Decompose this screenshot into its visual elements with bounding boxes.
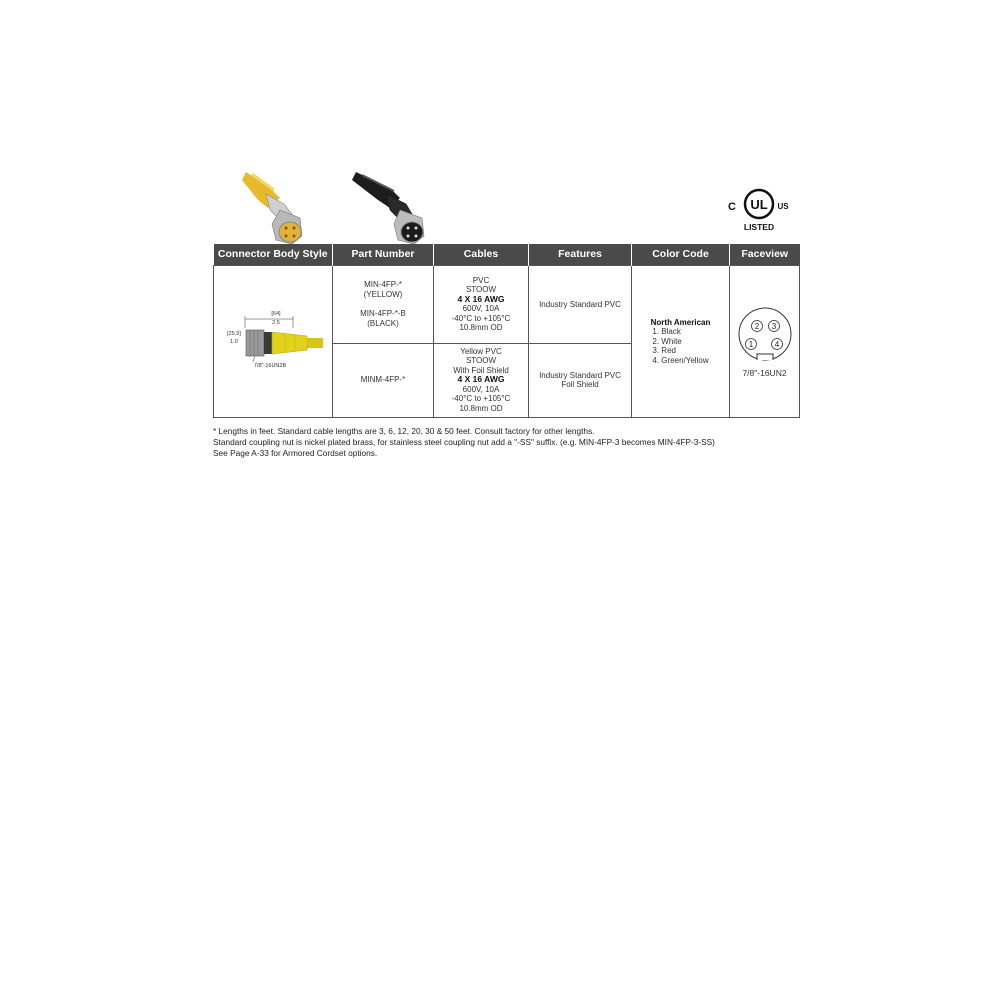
pin-2: 2 xyxy=(754,322,759,332)
connector-drawing xyxy=(215,266,332,414)
faceview-label: 7/8"-16UN2 xyxy=(742,367,787,378)
part-number-color: (BLACK) xyxy=(367,318,399,328)
header-color-code: Color Code xyxy=(632,244,730,266)
cable-awg: 4 X 16 AWG xyxy=(457,293,505,304)
table-row xyxy=(214,266,800,344)
footnotes xyxy=(213,426,715,460)
faceview-diagram xyxy=(733,304,797,366)
black-connector-photo xyxy=(352,172,424,244)
cable-awg: 4 X 16 AWG xyxy=(457,374,505,385)
thread-label: 7/8"-16UN2B xyxy=(253,363,286,369)
part-number-cell xyxy=(333,343,434,417)
us-mark: US xyxy=(777,202,789,211)
spec-table xyxy=(213,244,800,418)
c-mark: C xyxy=(728,201,736,213)
color-code-heading: North American xyxy=(650,317,711,327)
color-code-item: 2. White xyxy=(652,336,682,346)
cable-line: 600V, 10A xyxy=(462,304,500,314)
feature-text: Industry Standard PVC xyxy=(539,370,621,380)
dim-length-mm: [64] xyxy=(270,311,281,317)
part-number-color: (YELLOW) xyxy=(363,289,403,299)
ul-listed-logo xyxy=(726,182,792,234)
cables-cell xyxy=(434,266,529,344)
cable-line: PVC xyxy=(472,275,490,285)
part-number: MINM-4FP-* xyxy=(360,375,406,385)
pin-3: 3 xyxy=(771,322,776,332)
header-faceview: Faceview xyxy=(730,244,800,266)
listed-mark: LISTED xyxy=(743,222,775,232)
cable-line: 600V, 10A xyxy=(462,384,500,394)
part-number: MIN-4FP-* xyxy=(364,280,402,290)
dim-dia-mm: [25.9] xyxy=(226,331,241,337)
header-connector-body-style: Connector Body Style xyxy=(214,244,333,266)
footnote: See Page A-33 for Armored Cordset options. xyxy=(213,448,378,459)
product-photos xyxy=(240,170,480,246)
features-cell xyxy=(529,266,632,344)
faceview-cell xyxy=(730,266,800,418)
header-part-number: Part Number xyxy=(333,244,434,266)
dim-dia-in: 1.0 xyxy=(229,339,238,345)
cable-line: With Foil Shield xyxy=(453,365,509,375)
part-number-cell xyxy=(333,266,434,344)
yellow-connector-photo xyxy=(242,172,302,244)
header-cables: Cables xyxy=(434,244,529,266)
feature-text: Industry Standard PVC xyxy=(539,299,621,309)
header-row xyxy=(214,244,800,266)
pin-4: 4 xyxy=(774,340,779,350)
color-code-item: 4. Green/Yellow xyxy=(652,355,709,365)
ul-mark: UL xyxy=(750,197,768,212)
cable-line: 10.8mm OD xyxy=(459,323,503,333)
footnote: * Lengths in feet. Standard cable lengths are 3, 6, 12, 20, 30 & 50 feet. Consult factory for other lengths. xyxy=(213,426,595,436)
cable-line: STOOW xyxy=(465,356,497,366)
cable-line: -40°C to +105°C xyxy=(451,313,511,323)
color-code-cell xyxy=(632,266,730,418)
color-code-item: 1. Black xyxy=(652,327,681,336)
footnote: Standard coupling nut is nickel plated brass, for stainless steel coupling nut add a "-SS" suffix. (e.g. MIN-4FP-3 becomes MIN-4FP-3-SS) xyxy=(213,437,715,448)
cable-line: STOOW xyxy=(465,285,497,295)
pin-1: 1 xyxy=(748,340,753,350)
features-cell xyxy=(529,343,632,417)
cable-line: Yellow PVC xyxy=(460,346,502,356)
cables-cell xyxy=(434,343,529,417)
color-code-item: 3. Red xyxy=(652,346,676,355)
connector-drawing-cell xyxy=(214,266,333,418)
dim-length-in: 2.5 xyxy=(271,320,280,326)
part-number: MIN-4FP-*-B xyxy=(360,309,406,319)
cable-line: 10.8mm OD xyxy=(459,403,503,413)
cable-line: -40°C to +105°C xyxy=(451,394,511,404)
feature-text: Foil Shield xyxy=(561,380,599,390)
header-features: Features xyxy=(529,244,632,266)
